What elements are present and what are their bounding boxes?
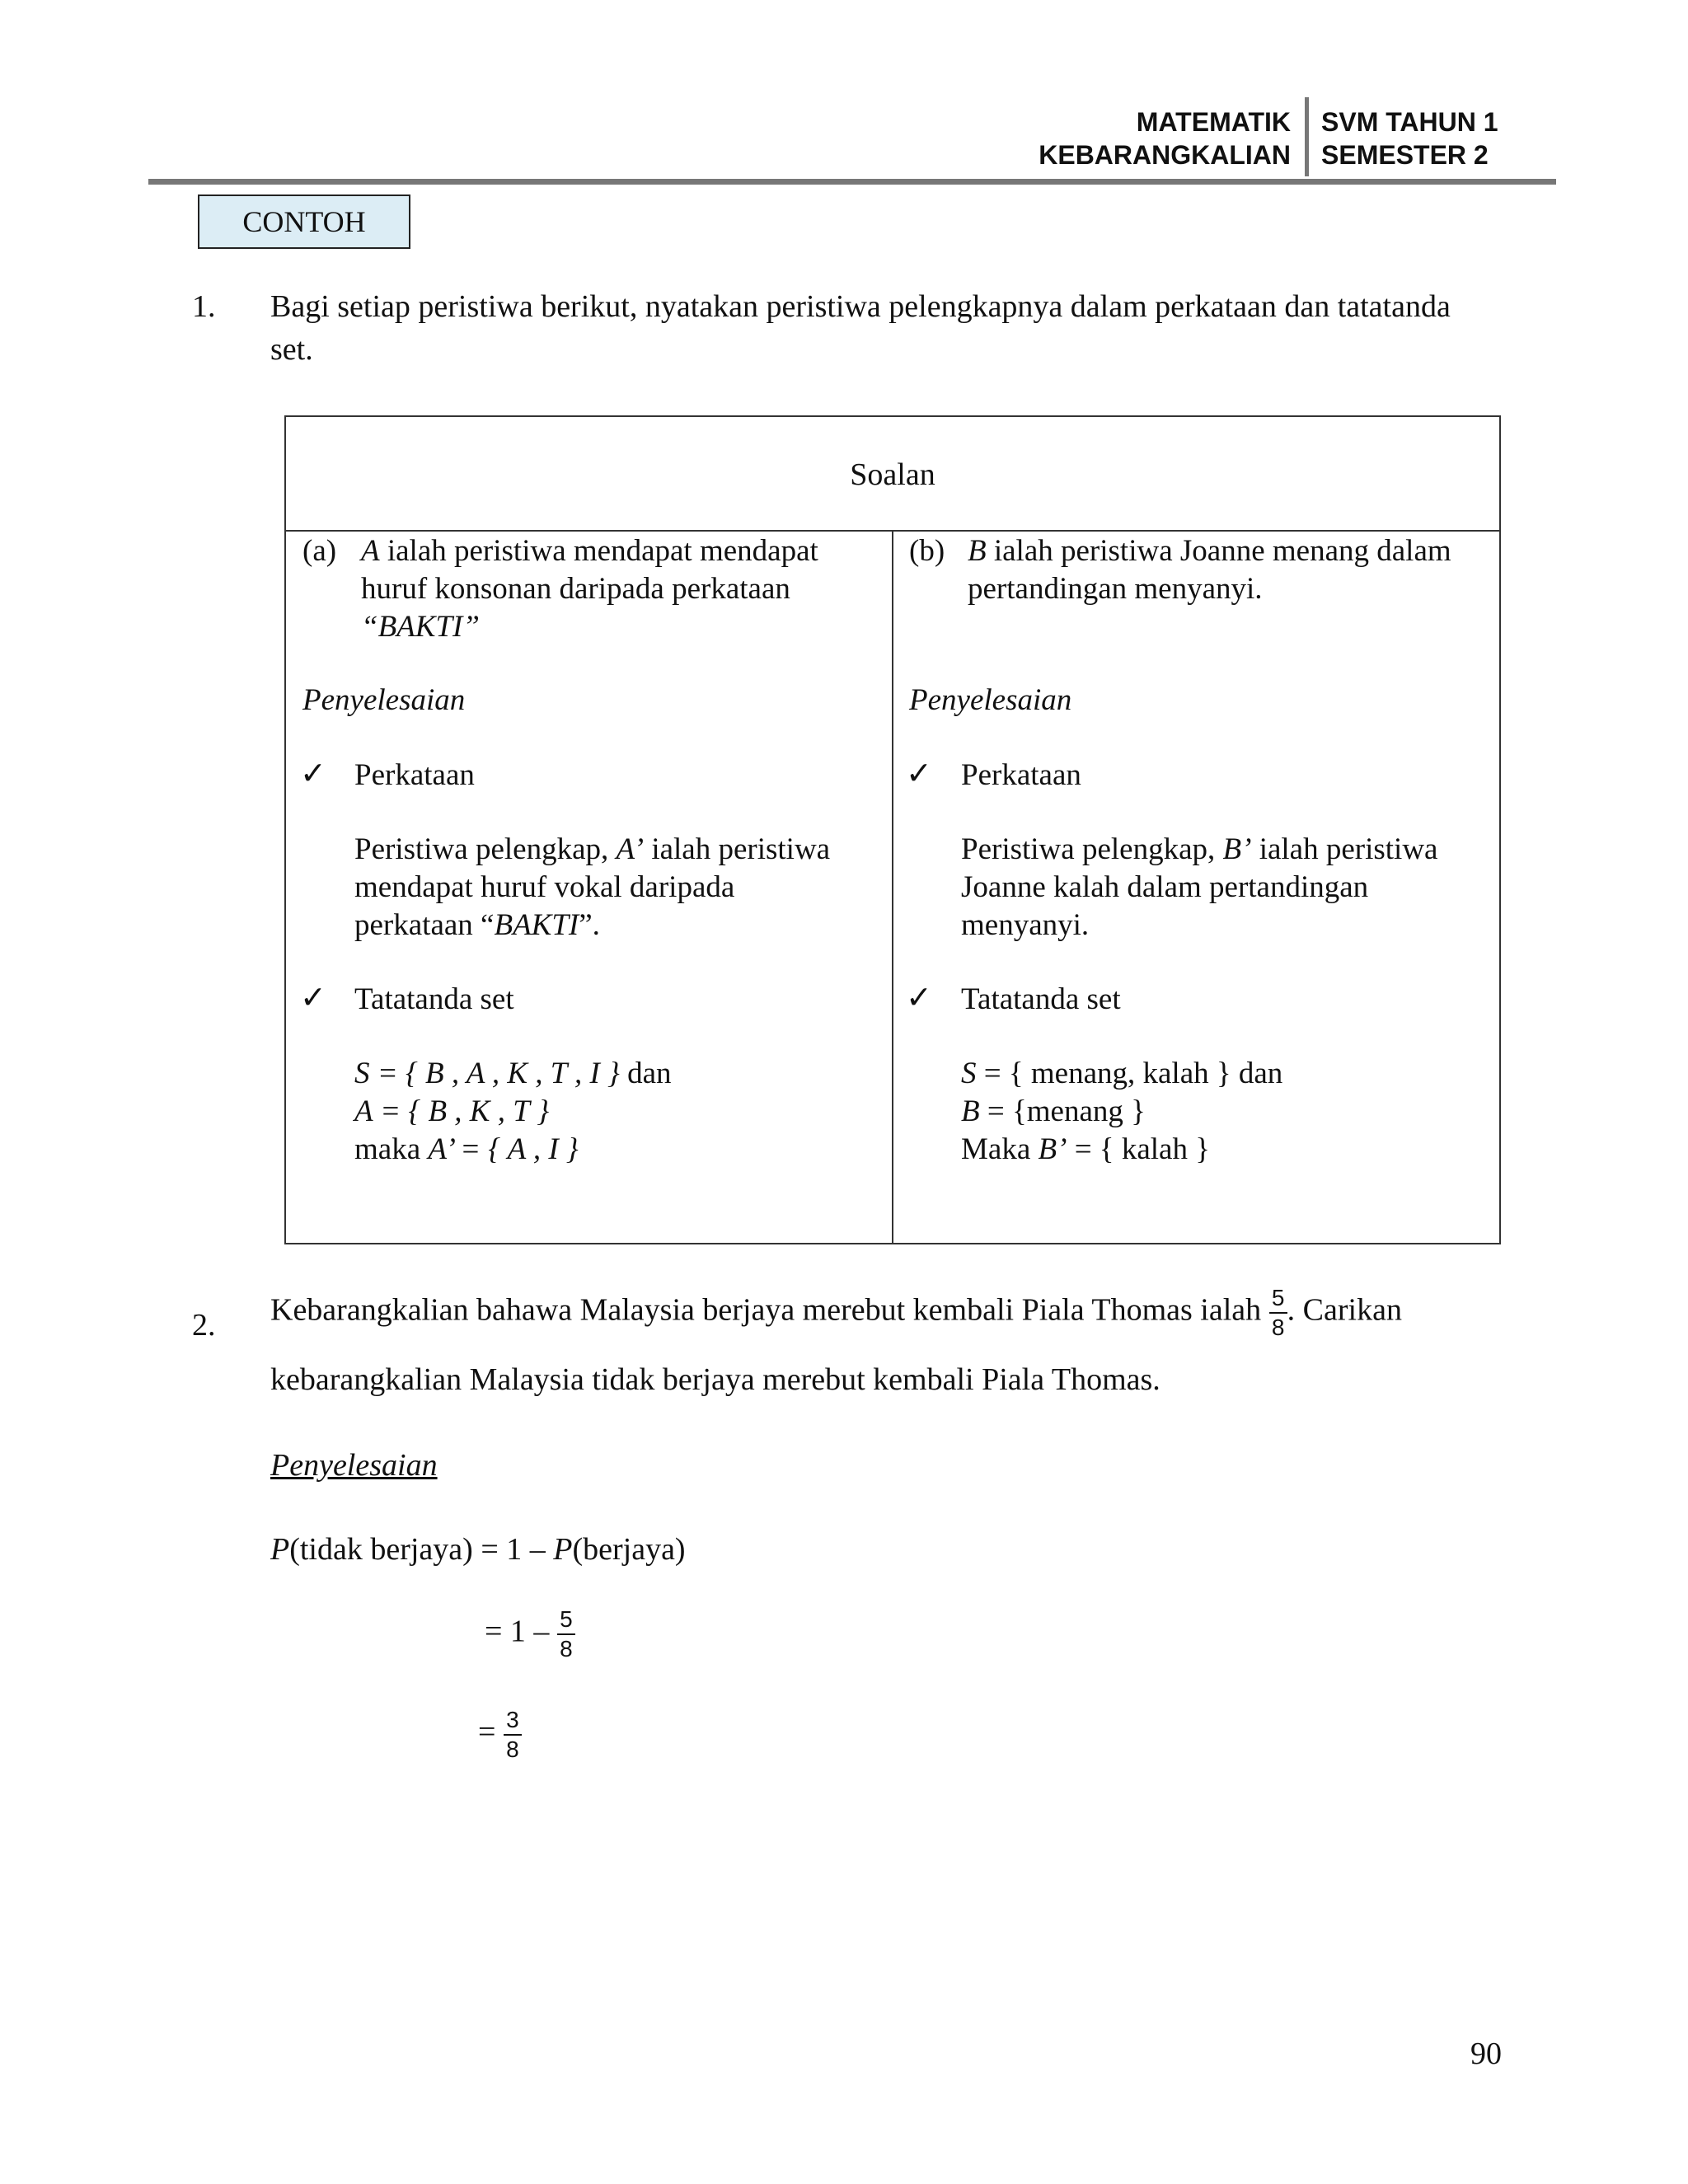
col-b-solution-label: Penyelesaian — [909, 683, 1072, 717]
table-column-divider — [892, 530, 893, 1244]
solution-step2 — [485, 1607, 575, 1661]
col-a-label: (a) — [302, 534, 337, 568]
col-a-set — [354, 1055, 672, 1169]
header-semester: SEMESTER 2 — [1321, 140, 1489, 170]
header-left — [1039, 105, 1291, 171]
col-a-solution-label: Penyelesaian — [302, 683, 466, 717]
col-b-words-label: Perkataan — [961, 758, 1081, 792]
col-b-set-l1-var: S — [961, 1057, 977, 1090]
header-rule — [148, 179, 1556, 185]
question2-fraction — [1269, 1286, 1287, 1340]
header-topic: KEBARANGKALIAN — [1039, 140, 1291, 170]
question1-text — [270, 285, 1451, 371]
col-b-check-icon-1: ✓ — [906, 755, 932, 791]
step2-den: 8 — [560, 1636, 573, 1661]
col-a-set-l3-ital: A’ = { A , I } — [428, 1132, 579, 1166]
col-a-set-l1-post: dan — [619, 1057, 672, 1090]
col-b-set-l3-var: B’ — [1038, 1132, 1067, 1166]
question2-frac-den: 8 — [1271, 1315, 1285, 1340]
col-a-q-line3: “BAKTI” — [361, 610, 480, 644]
col-b-q-line2: pertandingan menyanyi. — [968, 572, 1263, 606]
step2-fraction — [557, 1607, 575, 1661]
col-b-set — [961, 1055, 1282, 1169]
col-a-words-l2: mendapat huruf vokal daripada — [354, 870, 735, 904]
col-a-words-label: Perkataan — [354, 758, 475, 792]
col-b-words-l1-var: B’ — [1222, 832, 1252, 866]
col-a-check-icon-2: ✓ — [300, 979, 326, 1015]
col-a-words-l1-pre: Peristiwa pelengkap, — [354, 832, 617, 866]
fraction-bar — [1269, 1312, 1287, 1314]
col-a-q-line1: ialah peristiwa mendapat mendapat — [379, 534, 818, 568]
question2-line1-pre: Kebarangkalian bahawa Malaysia berjaya merebut kembali Piala Thomas ialah — [270, 1292, 1262, 1328]
section-label-box — [198, 194, 410, 249]
step3-den: 8 — [506, 1736, 519, 1762]
question2-number: 2. — [192, 1308, 216, 1343]
solution-step3 — [478, 1708, 522, 1762]
col-b-var: B — [968, 534, 987, 568]
col-b-q-line1: ialah peristiwa Joanne menang dalam — [986, 534, 1451, 568]
col-b-set-l3-pre: Maka — [961, 1132, 1039, 1166]
section-label: CONTOH — [242, 205, 366, 238]
col-a-set-l3-pre: maka — [354, 1132, 429, 1166]
question2-line1 — [270, 1286, 1402, 1340]
step2-num: 5 — [560, 1606, 573, 1632]
col-a-words-l3-post: ”. — [579, 908, 600, 942]
step1-mid: (tidak berjaya) = 1 – — [289, 1532, 554, 1567]
col-a-check-icon-1: ✓ — [300, 755, 326, 791]
question1-number: 1. — [192, 289, 216, 324]
col-b-set-l2-rest: = {menang } — [979, 1094, 1146, 1128]
col-a-words-l1-var: A’ — [616, 832, 645, 866]
col-b-words-l3: menyanyi. — [961, 908, 1090, 942]
header-course: SVM TAHUN 1 — [1321, 107, 1498, 137]
question1-line1: Bagi setiap peristiwa berikut, nyatakan peristiwa pelengkapnya dalam perkataan dan tatatanda — [270, 289, 1451, 324]
col-a-question — [361, 532, 818, 646]
col-b-words — [961, 831, 1437, 944]
fraction-bar — [504, 1734, 522, 1736]
col-b-set-l2-var: B — [961, 1094, 980, 1128]
col-a-words-l3-ital: BAKTI — [494, 908, 579, 942]
col-a-words — [354, 831, 830, 944]
col-a-set-label: Tatatanda set — [354, 982, 514, 1016]
step2-pre: = 1 – — [485, 1614, 550, 1649]
col-a-set-l2: A = { B , K , T } — [354, 1094, 550, 1128]
step3-pre: = — [478, 1714, 496, 1750]
step3-num: 3 — [506, 1707, 519, 1732]
question2-line2: kebarangkalian Malaysia tidak berjaya merebut kembali Piala Thomas. — [270, 1362, 1160, 1397]
col-b-label: (b) — [909, 534, 945, 568]
col-b-set-label: Tatatanda set — [961, 982, 1121, 1016]
col-a-words-l3-pre: perkataan “ — [354, 908, 495, 942]
step1-end: (berjaya) — [572, 1532, 686, 1567]
step3-fraction — [504, 1708, 522, 1762]
question2-line1-post: . Carikan — [1287, 1292, 1402, 1328]
header-right — [1321, 105, 1498, 171]
col-b-words-l1-pre: Peristiwa pelengkap, — [961, 832, 1223, 866]
solution-step1 — [270, 1531, 686, 1568]
header-subject: MATEMATIK — [1136, 107, 1291, 137]
col-b-words-l1-post: ialah peristiwa — [1251, 832, 1438, 866]
step1-p2: P — [553, 1532, 573, 1567]
col-b-set-l3-rest: = { kalah } — [1067, 1132, 1210, 1166]
question2-frac-num: 5 — [1271, 1285, 1285, 1310]
step1-p1: P — [270, 1532, 290, 1567]
col-b-set-l1-rest: = { menang, kalah } dan — [976, 1057, 1283, 1090]
col-b-words-l2: Joanne kalah dalam pertandingan — [961, 870, 1369, 904]
col-a-var: A — [361, 534, 380, 568]
col-a-words-l1-post: ialah peristiwa — [644, 832, 831, 866]
col-a-set-l1-ital: S = { B , A , K , T , I } — [354, 1057, 620, 1090]
col-b-question — [968, 532, 1451, 608]
question2-solution-label: Penyelesaian — [270, 1448, 438, 1483]
page-number: 90 — [1470, 2036, 1502, 2071]
fraction-bar — [557, 1633, 575, 1635]
question1-line2: set. — [270, 332, 313, 367]
col-a-q-line2: huruf konsonan daripada perkataan — [361, 572, 790, 606]
table-header: Soalan — [850, 457, 935, 492]
col-b-check-icon-2: ✓ — [906, 979, 932, 1015]
header-separator — [1305, 97, 1309, 176]
